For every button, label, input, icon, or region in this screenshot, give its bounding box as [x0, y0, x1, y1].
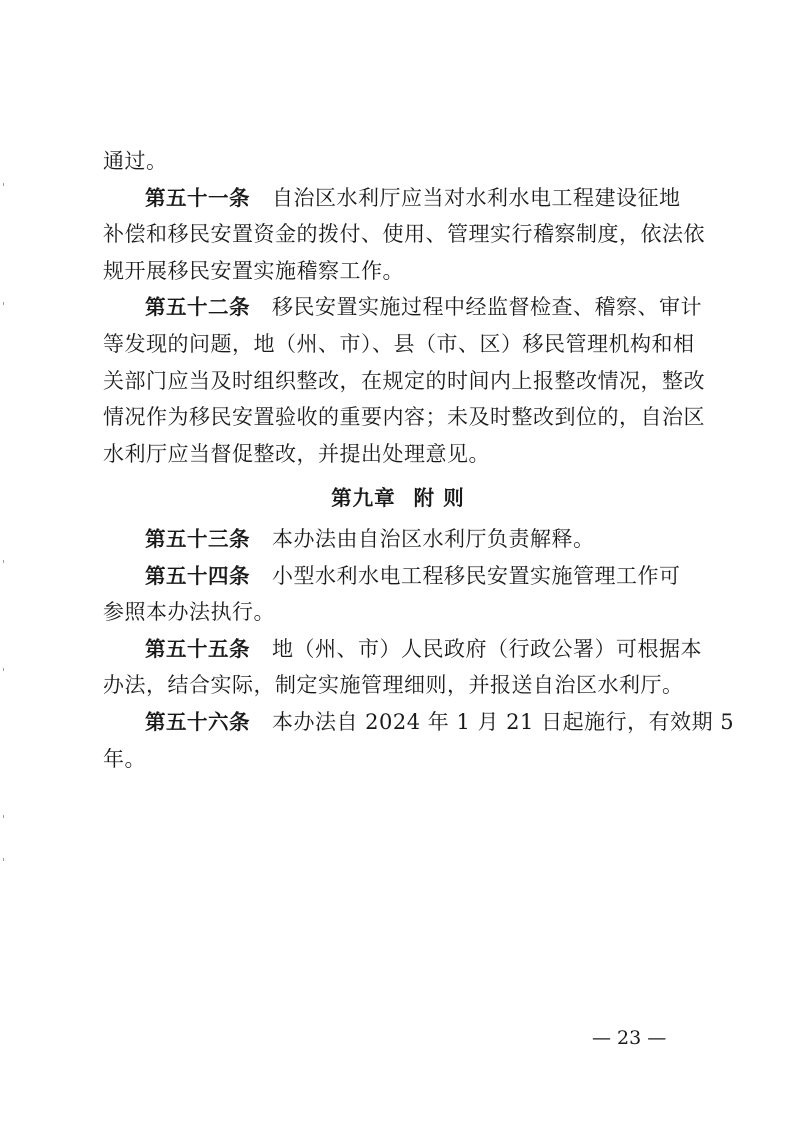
- article-55-text: 地（州、市）人民政府（行政公署）可根据本: [272, 636, 702, 661]
- article-56-line-1: [103, 704, 735, 741]
- article-55-line-1: [103, 631, 702, 668]
- article-56-text: 本办法自 2024 年 1 月 21 日起施行，有效期 5: [272, 709, 735, 734]
- article-53-text: 本办法由自治区水利厅负责解释。: [272, 526, 595, 551]
- chapter-number: 第九章: [331, 486, 396, 511]
- article-55-label: 第五十五条: [145, 636, 250, 661]
- article-51-line-1: [103, 180, 693, 217]
- scan-mark: [3, 560, 4, 563]
- chapter-title: 附 则: [413, 486, 465, 511]
- article-52-line-4: 情况作为移民安置验收的重要内容；未及时整改到位的，自治区: [103, 405, 705, 430]
- paragraph-line: [103, 143, 693, 180]
- scan-mark: [3, 302, 4, 305]
- article-52-line-3: 关部门应当及时组织整改，在规定的时间内上报整改情况，整改: [103, 368, 705, 393]
- article-52-label: 第五十二条: [145, 295, 250, 320]
- scan-mark: [3, 668, 4, 671]
- document-body: [103, 143, 735, 777]
- article-56-line-2: 年。: [103, 746, 146, 771]
- article-51-line-3: 规开展移民安置实施稽察工作。: [103, 258, 404, 283]
- chapter-heading: [103, 480, 693, 517]
- article-51-line-2: 补偿和移民安置资金的拨付、使用、管理实行稽察制度，依法依: [103, 222, 705, 247]
- article-54-line-1: [103, 558, 693, 595]
- article-56-label: 第五十六条: [145, 709, 250, 734]
- article-53-line-1: [103, 521, 693, 558]
- article-52-text: 移民安置实施过程中经监督检查、稽察、审计: [272, 295, 702, 320]
- article-52-line-1: [103, 289, 702, 326]
- scan-mark: [3, 858, 4, 861]
- article-54-line-2: 参照本办法执行。: [103, 600, 275, 625]
- article-54-text: 小型水利水电工程移民安置实施管理工作可: [272, 563, 681, 588]
- article-55-line-2: 办法，结合实际，制定实施管理细则，并报送自治区水利厅。: [103, 673, 684, 698]
- article-51-label: 第五十一条: [145, 185, 250, 210]
- article-52-line-5: 水利厅应当督促整改，并提出处理意见。: [103, 441, 490, 466]
- article-53-label: 第五十三条: [145, 526, 250, 551]
- text-line: 通过。: [103, 149, 168, 173]
- page-number: — 23 —: [592, 1027, 667, 1049]
- article-54-label: 第五十四条: [145, 563, 250, 588]
- article-52-line-2: 等发现的问题，地（州、市）、县（市、区）移民管理机构和相: [103, 331, 695, 356]
- scan-mark: [3, 183, 4, 186]
- scan-mark: [3, 815, 4, 818]
- article-51-text: 自治区水利厅应当对水利水电工程建设征地: [272, 185, 681, 210]
